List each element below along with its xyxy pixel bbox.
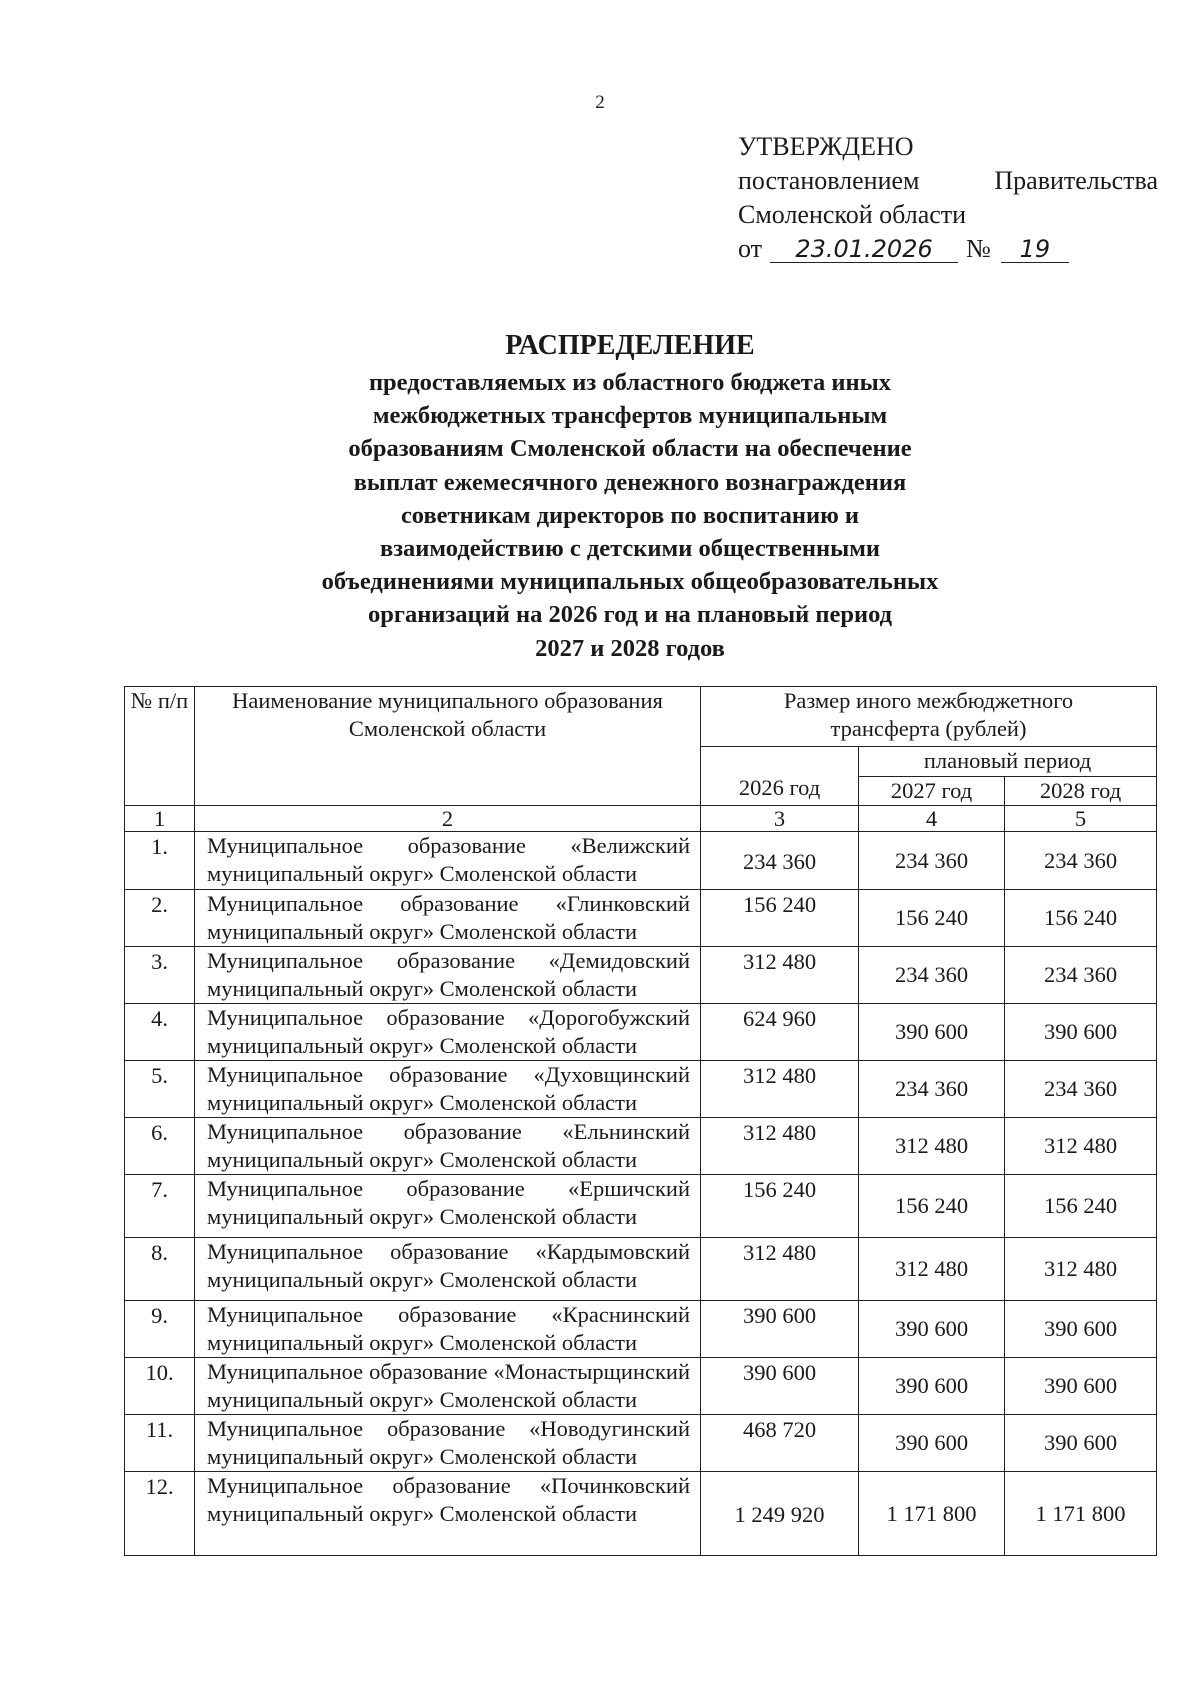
- column-numbers-row: [125, 806, 1157, 832]
- amount-2028: 390 600: [1005, 1004, 1157, 1061]
- page-number: 2: [595, 92, 605, 113]
- row-number: 2.: [125, 890, 195, 947]
- column-number-5: 5: [1005, 806, 1157, 832]
- amount-2027: 1 171 800: [859, 1472, 1005, 1556]
- title-line: взаимодействию с детскими общественными: [379, 535, 880, 563]
- amount-2028: 1 171 800: [1005, 1472, 1157, 1556]
- header-name: Наименование муниципального образования Смоленской области: [195, 687, 701, 806]
- table-row: [125, 1358, 1157, 1415]
- amount-2026: 234 360: [701, 832, 859, 890]
- header-2027: 2027 год: [859, 777, 1005, 806]
- municipality-name: Муниципальное образование «Кардымовский муниципальный округ» Смоленской области: [195, 1238, 701, 1301]
- amount-2026: 312 480: [701, 1118, 859, 1175]
- approval-decree-word: постановлением: [738, 166, 920, 195]
- title-subtitle: [200, 366, 1060, 665]
- table-row: [125, 832, 1157, 890]
- amount-2028: 234 360: [1005, 947, 1157, 1004]
- table-row: [125, 1118, 1157, 1175]
- row-number: 10.: [125, 1358, 195, 1415]
- header-amount: Размер иного межбюджетного трансферта (рублей): [701, 687, 1157, 747]
- document-title: [200, 328, 1060, 665]
- date-prefix: от: [738, 234, 763, 263]
- row-number: 3.: [125, 947, 195, 1004]
- title-line: межбюджетных трансфертов муниципальным: [372, 402, 888, 430]
- row-number: 6.: [125, 1118, 195, 1175]
- municipality-name: Муниципальное образование «Ершичский муниципальный округ» Смоленской области: [195, 1175, 701, 1238]
- handwritten-date: 23.01.2026: [770, 236, 958, 263]
- amount-2027: 390 600: [859, 1004, 1005, 1061]
- row-number: 7.: [125, 1175, 195, 1238]
- title-heading: РАСПРЕДЕЛЕНИЕ: [505, 330, 755, 361]
- municipality-name: Муниципальное образование «Краснинский муниципальный округ» Смоленской области: [195, 1301, 701, 1358]
- municipality-name: Муниципальное образование «Глинковский муниципальный округ» Смоленской области: [195, 890, 701, 947]
- table-row: [125, 1004, 1157, 1061]
- table-row: [125, 947, 1157, 1004]
- table-row: [125, 1472, 1157, 1556]
- amount-2028: 234 360: [1005, 1061, 1157, 1118]
- table-row: [125, 1238, 1157, 1301]
- amount-2026: 312 480: [701, 1061, 859, 1118]
- municipality-name: Муниципальное образование «Велижский муниципальный округ» Смоленской области: [195, 832, 701, 890]
- amount-2028: 390 600: [1005, 1301, 1157, 1358]
- amount-2027: 312 480: [859, 1118, 1005, 1175]
- amount-2028: 156 240: [1005, 1175, 1157, 1238]
- approval-line-2: [738, 164, 1158, 198]
- handwritten-number: 19: [1001, 236, 1069, 263]
- approval-government-word: Правительства: [994, 166, 1158, 195]
- amount-2026: 312 480: [701, 1238, 859, 1301]
- municipality-name: Муниципальное образование «Ельнинский муниципальный округ» Смоленской области: [195, 1118, 701, 1175]
- amount-2026: 390 600: [701, 1301, 859, 1358]
- column-number-4: 4: [859, 806, 1005, 832]
- amount-2027: 234 360: [859, 832, 1005, 890]
- title-line: организаций на 2026 год и на плановый период: [367, 601, 893, 629]
- row-number: 5.: [125, 1061, 195, 1118]
- amount-2026: 624 960: [701, 1004, 859, 1061]
- column-number-1: 1: [125, 806, 195, 832]
- table-row: [125, 1175, 1157, 1238]
- approval-stamp: [738, 130, 1158, 266]
- municipality-name: Муниципальное образование «Починковский муниципальный округ» Смоленской области: [195, 1472, 701, 1556]
- title-line: советникам директоров по воспитанию и: [400, 501, 860, 529]
- header-planned-period: плановый период: [859, 747, 1157, 777]
- amount-2026: 156 240: [701, 1175, 859, 1238]
- amount-2028: 312 480: [1005, 1118, 1157, 1175]
- table-row: [125, 890, 1157, 947]
- amount-2027: 312 480: [859, 1238, 1005, 1301]
- municipality-name: Муниципальное образование «Духовщинский муниципальный округ» Смоленской области: [195, 1061, 701, 1118]
- approval-region: Смоленской области: [738, 200, 967, 229]
- table-row: [125, 1061, 1157, 1118]
- header-2026: 2026 год: [701, 747, 859, 806]
- amount-2027: 390 600: [859, 1415, 1005, 1472]
- title-line: образованиям Смоленской области на обеспечение: [348, 435, 912, 463]
- header-2028: 2028 год: [1005, 777, 1157, 806]
- amount-2026: 468 720: [701, 1415, 859, 1472]
- amount-2027: 234 360: [859, 947, 1005, 1004]
- row-number: 8.: [125, 1238, 195, 1301]
- table-row: [125, 1301, 1157, 1358]
- amount-2028: 390 600: [1005, 1358, 1157, 1415]
- amount-2027: 390 600: [859, 1301, 1005, 1358]
- row-number: 9.: [125, 1301, 195, 1358]
- number-prefix: №: [966, 234, 991, 263]
- municipality-name: Муниципальное образование «Монастырщинский муниципальный округ» Смоленской области: [195, 1358, 701, 1415]
- municipality-name: Муниципальное образование «Дорогобужский муниципальный округ» Смоленской области: [195, 1004, 701, 1061]
- title-line: объединениями муниципальных общеобразовательных: [321, 568, 939, 596]
- amount-2026: 156 240: [701, 890, 859, 947]
- approval-heading: УТВЕРЖДЕНО: [738, 132, 914, 161]
- amount-2028: 156 240: [1005, 890, 1157, 947]
- header-number: № п/п: [125, 687, 195, 806]
- approval-date-line: [738, 232, 1158, 266]
- amount-2028: 312 480: [1005, 1238, 1157, 1301]
- column-number-2: 2: [195, 806, 701, 832]
- table-row: [125, 1415, 1157, 1472]
- row-number: 11.: [125, 1415, 195, 1472]
- municipality-name: Муниципальное образование «Новодугинский муниципальный округ» Смоленской области: [195, 1415, 701, 1472]
- amount-2026: 1 249 920: [701, 1472, 859, 1556]
- column-number-3: 3: [701, 806, 859, 832]
- row-number: 1.: [125, 832, 195, 890]
- amount-2028: 234 360: [1005, 832, 1157, 890]
- amount-2027: 390 600: [859, 1358, 1005, 1415]
- distribution-table: [124, 686, 1157, 1556]
- title-line: предоставляемых из областного бюджета иных: [368, 369, 892, 396]
- amount-2026: 312 480: [701, 947, 859, 1004]
- amount-2026: 390 600: [701, 1358, 859, 1415]
- amount-2028: 390 600: [1005, 1415, 1157, 1472]
- amount-2027: 234 360: [859, 1061, 1005, 1118]
- title-line: выплат ежемесячного денежного вознаграждения: [353, 468, 907, 496]
- title-line: 2027 и 2028 годов: [535, 634, 725, 662]
- amount-2027: 156 240: [859, 890, 1005, 947]
- municipality-name: Муниципальное образование «Демидовский муниципальный округ» Смоленской области: [195, 947, 701, 1004]
- row-number: 4.: [125, 1004, 195, 1061]
- row-number: 12.: [125, 1472, 195, 1556]
- amount-2027: 156 240: [859, 1175, 1005, 1238]
